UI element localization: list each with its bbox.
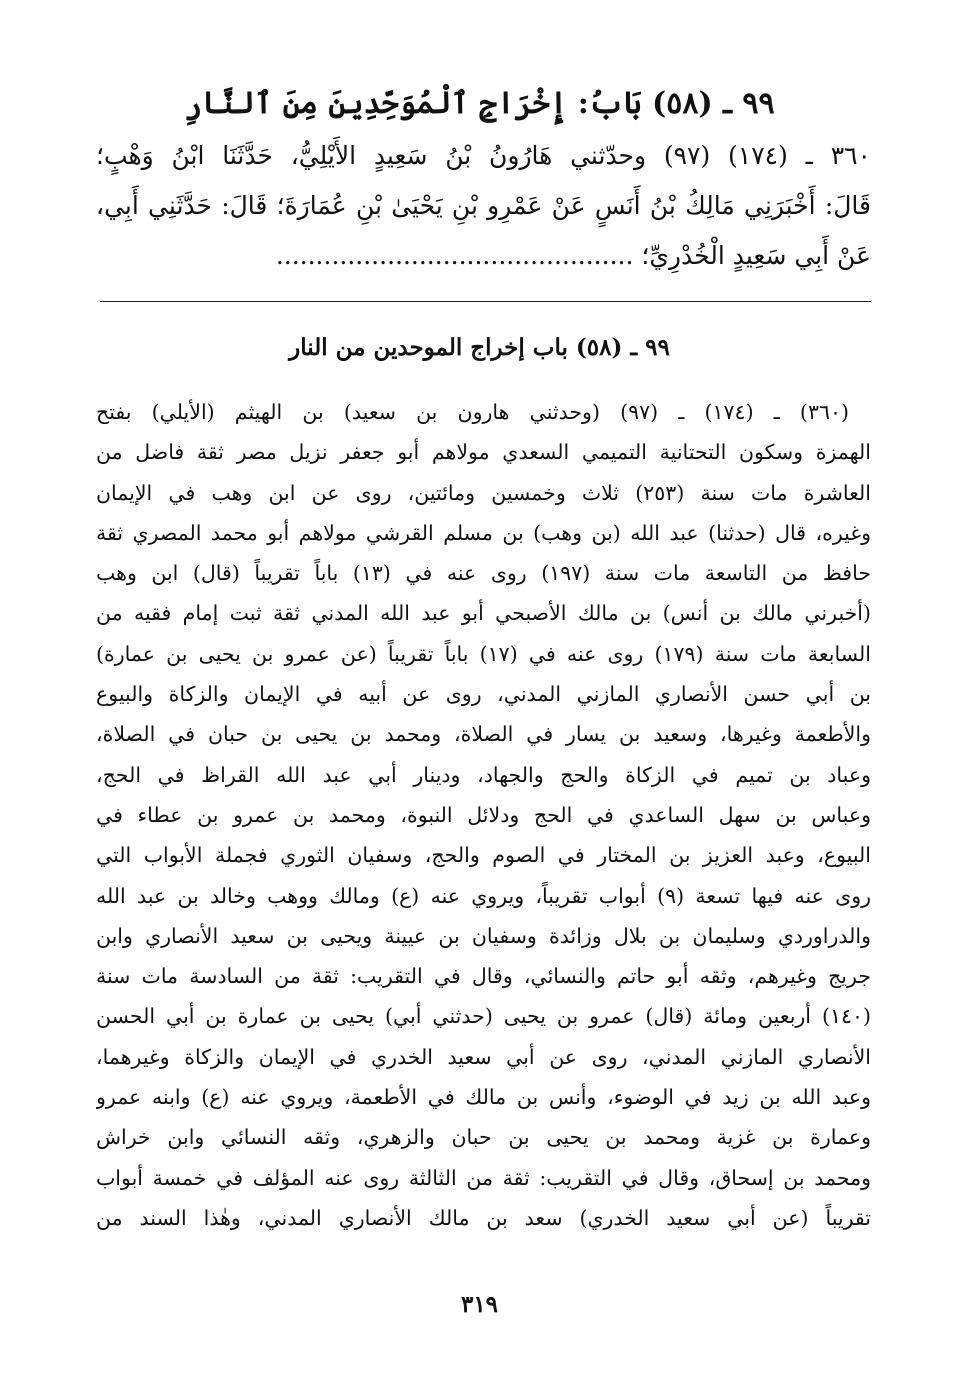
sharh-line: حافظ من التاسعة مات سنة (١٩٧) روى عنه في (١٣) باباً تقريباً (قال) ابن وهب: [96, 561, 871, 586]
sharh-line: تقريباً (عن أبي سعيد الخدري) سعد بن مالك الأنصاري المدني، وهٰذا السند من: [96, 1205, 871, 1230]
sharh-line: روى عنه فيها تسعة (٩) أبواب تقريباً، ويروي عنه (ع) ومالك ووهب وخالد بن عبد الله: [96, 883, 871, 908]
sharh-line: الهمزة وسكون التحتانية التميمي السعدي مولاهم أبو جعفر نزيل مصر ثقة فاضل من: [96, 440, 871, 465]
sharh-line: الأنصاري المازني المدني، روى عن أبي سعيد الخدري في الإيمان والزكاة وغيرهما،: [96, 1044, 871, 1069]
sharh-chapter-title: ٩٩ ـ (٥٨) باب إخراج الموحدين من النار: [289, 334, 670, 361]
sharh-line: وعباد بن تميم في الزكاة والحج والجهاد، ودينار أبي عبد الله القراظ في الحج،: [96, 762, 871, 787]
sharh-line: السابعة مات سنة (١٧٩) روى عنه في (١٧) باباً تقريباً (عن عمرو بن يحيى بن عمارة): [96, 641, 871, 666]
sharh-line: البيوع، وعبد العزيز بن المختار في الصوم والحج، وسفيان الثوري فجملة الأبواب التي: [96, 843, 871, 868]
sharh-line: وعبد الله بن زيد في الوضوء، وأنس بن مالك في الأطعمة، ويروي عنه (ع) وابنه عمرو: [96, 1085, 871, 1110]
sharh-line: والدراوردي وسليمان بن بلال وزائدة وسفيان بن عيينة ويحيى بن سعيد الأنصاري وابن: [96, 923, 871, 948]
hadith-line-3-text: عَنْ أَبِي سَعِيدٍ الْخُدْرِيِّ؛: [641, 241, 871, 270]
sharh-line: (أخبرني مالك بن أنس) بن مالك الأصبحي أبو عبد الله المدني ثقة ثبت إمام فقيه من: [96, 601, 871, 626]
hadith-line-3: [96, 236, 871, 276]
sharh-line: وعباس بن سهل الساعدي في الحج ودلائل النبوة، ومحمد بن عمرو بن عطاء في: [96, 802, 871, 827]
separator-rule: [100, 301, 871, 302]
hadith-line-1: ٣٦٠ ـ (١٧٤) (٩٧) وحدّثني هَارُونُ بْنُ سَعِيدٍ الأَيْلِيُّ، حَدَّثَنَا ابْنُ وَهْبٍ؛: [96, 141, 871, 170]
sharh-line: (١٤٠) أربعين ومائة (قال) عمرو بن يحيى (حدثني أبي) يحيى بن عمارة بن أبي الحسن: [96, 1004, 871, 1029]
sharh-line: ومحمد بن إسحاق، وقال في التقريب: ثقة من الثالثة روى عنه المؤلف في خمسة أبواب: [96, 1165, 871, 1190]
ellipsis-dots: .............................................: [275, 241, 634, 270]
sharh-commentary: [96, 392, 871, 1238]
sharh-line: بن أبي حسن الأنصاري المازني المدني، روى عن أبيه في الإيمان والزكاة والبيوع: [96, 682, 871, 707]
sharh-line: العاشرة مات سنة (٢٥٣) ثلاث وخمسين ومائتين، روى عن ابن وهب في الإيمان: [96, 480, 871, 505]
hadith-chapter-title: ٩٩ ـ (٥٨) بَابُ: إِخْرَاجِ ٱلْمُوَحِّدِينَ مِنَ ٱلنَّارِ: [184, 86, 775, 121]
page-number: ٣١٩: [460, 1291, 499, 1318]
sharh-line: والأطعمة وغيرها، وسعيد بن يسار في الصلاة، ومحمد بن يحيى بن حبان في الصلاة،: [96, 722, 871, 747]
sharh-line: وعمارة بن غزية ومحمد بن يحيى بن حبان والزهري، وثقه النسائي وابن خراش: [96, 1125, 871, 1150]
sharh-line: (٣٦٠) ـ (١٧٤) ـ (٩٧) (وحدثني هارون بن سعيد) بن الهيثم (الأيلي) بفتح: [96, 400, 849, 424]
sharh-line: جريج وغيرهم، وثقه أبو حاتم والنسائي، وقال في التقريب: ثقة من السادسة مات سنة: [96, 964, 871, 989]
hadith-line-2: قَالَ: أَخْبَرَنِي مَالِكُ بْنُ أَنَسٍ عَنْ عَمْرِو بْنِ يَحْيَىٰ بْنِ عُمَارَةَ؛ قَالَ: حَدَّثَنِي أَبِي،: [96, 191, 871, 220]
sharh-line: وغيره، قال (حدثنا) عبد الله (بن وهب) بن مسلم القرشي مولاهم أبو محمد المصري ثقة: [96, 520, 871, 545]
